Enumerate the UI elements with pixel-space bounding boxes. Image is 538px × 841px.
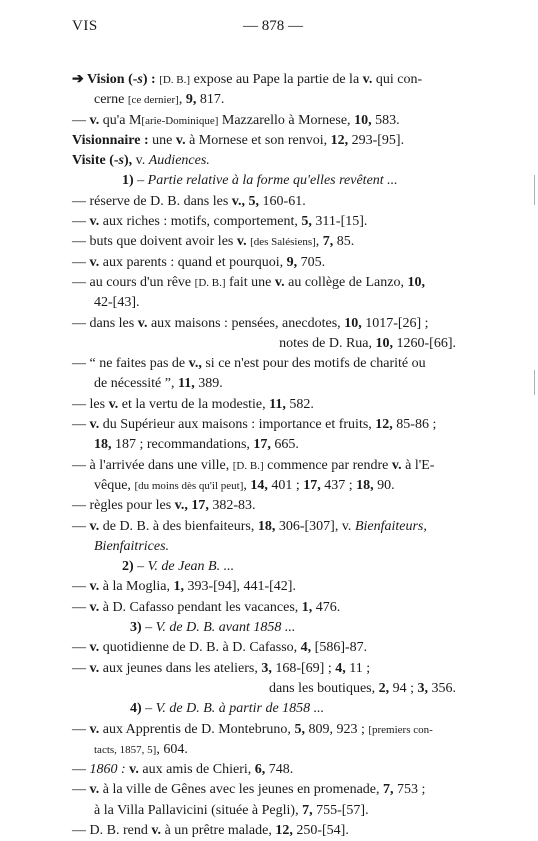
line-text: [du moins dès qu'il peut] — [134, 479, 244, 492]
line-text: 250-[54]. — [292, 822, 349, 838]
line-text: v. — [89, 782, 100, 798]
page-header — [72, 18, 474, 38]
index-line — [72, 679, 474, 699]
line-text: 14, — [250, 477, 268, 493]
line-text: — au cours d'un rêve — [72, 274, 195, 290]
line-text: [586]-87. — [311, 640, 368, 656]
index-line — [72, 618, 474, 638]
line-text: — règles pour les — [72, 498, 175, 514]
line-text: 583. — [371, 112, 400, 128]
line-text: ) : — [142, 72, 160, 87]
line-text: Mazzarello à Mornese, — [218, 112, 355, 128]
line-text: v., — [231, 193, 246, 209]
line-text: quotidienne de D. B. à D. Cafasso, — [99, 640, 301, 656]
line-text: v. — [89, 112, 100, 128]
line-text: ), — [123, 153, 133, 169]
line-text: 11, — [177, 376, 195, 392]
line-text: Audiences. — [148, 153, 210, 169]
line-text: , — [243, 477, 251, 493]
index-line — [72, 293, 474, 313]
line-text: 3, — [261, 660, 272, 676]
line-text: 94 ; — [389, 680, 418, 696]
line-text: 665. — [270, 437, 299, 453]
line-text: — à l'arrivée dans une ville, — [72, 457, 233, 473]
line-text: 12, — [375, 417, 393, 433]
line-text: s — [118, 153, 124, 169]
line-text: v. — [89, 417, 100, 433]
line-text: — — [72, 762, 90, 778]
line-text: — — [72, 518, 90, 534]
line-text: Vision — [86, 72, 125, 87]
line-text: 755-[57]. — [312, 802, 369, 818]
index-line — [72, 334, 474, 354]
line-text: 401 ; — [267, 477, 304, 493]
line-text: de nécessité ”, — [94, 376, 178, 392]
line-text: notes de D. Rua, — [279, 335, 376, 351]
line-text: — — [72, 417, 90, 433]
line-text: 11 ; — [345, 660, 371, 676]
line-text: Partie relative à la forme qu'elles revêtent ... — [147, 173, 398, 189]
line-text: 437 ; — [320, 477, 357, 493]
index-line — [72, 90, 474, 110]
line-text: au collège de Lanzo, — [284, 274, 408, 290]
line-text: v. — [132, 153, 149, 169]
line-text: [arie-Dominique] — [141, 114, 219, 127]
line-text: aux riches : motifs, comportement, — [99, 214, 302, 230]
line-text: — — [72, 782, 90, 798]
line-text: – — [141, 620, 156, 636]
line-text: 187 ; recommandations, — [111, 437, 254, 453]
line-text: 1, — [301, 599, 313, 615]
index-line — [72, 151, 474, 171]
line-text: 9, — [185, 92, 197, 108]
line-text: v. — [89, 721, 100, 737]
index-line — [72, 415, 474, 435]
line-text: V. de Jean B. ... — [147, 559, 235, 575]
index-line — [72, 111, 474, 131]
line-text: v. — [151, 822, 162, 838]
index-line — [72, 577, 474, 597]
line-text: 85. — [333, 234, 355, 250]
line-text: 393-[94], 441-[42]. — [184, 579, 296, 595]
line-text: dans les boutiques, — [268, 680, 379, 696]
line-text: v. — [89, 579, 100, 595]
index-line — [72, 496, 474, 516]
line-text: 11, — [269, 396, 286, 412]
line-text: 809, 923 ; — [304, 721, 369, 737]
line-text: (- — [124, 72, 138, 87]
line-text: 17, — [303, 477, 321, 493]
line-text: 168-[69] ; — [271, 660, 336, 676]
line-text: fait une — [225, 274, 275, 290]
line-text: — — [72, 721, 90, 737]
index-line — [72, 456, 474, 476]
line-text: [D. B.] — [232, 459, 264, 472]
line-text: 4) — [130, 701, 142, 717]
line-text: 90. — [373, 477, 395, 493]
index-line — [72, 760, 474, 780]
line-text: qu'a M — [99, 112, 142, 128]
line-text: Visite — [72, 153, 106, 169]
line-text: 293-[95]. — [348, 132, 405, 148]
line-text: une — [148, 132, 176, 148]
line-text: 4, — [335, 660, 346, 676]
line-text: 18, — [257, 518, 276, 534]
line-text: — — [72, 599, 90, 615]
line-text: — réserve de D. B. dans les — [72, 193, 232, 209]
line-text: (- — [105, 153, 119, 169]
line-text: 705. — [297, 254, 326, 270]
line-text: v. — [89, 660, 100, 676]
line-text: – — [133, 559, 148, 575]
line-text: vêque, — [94, 477, 135, 493]
line-text: v., — [174, 498, 188, 514]
line-text: — — [72, 640, 90, 656]
line-text: aux Apprentis de D. Montebruno, — [99, 721, 295, 737]
index-line — [72, 821, 474, 841]
line-text: 4, — [300, 640, 312, 656]
line-text: – — [141, 701, 156, 717]
index-line — [72, 395, 474, 415]
line-text: v. — [175, 132, 186, 148]
line-text: 42-[43]. — [94, 295, 140, 311]
line-text: 817. — [196, 92, 225, 108]
line-text: [D. B.] — [159, 74, 191, 86]
line-text: v. — [89, 518, 100, 534]
line-text: , 604. — [156, 741, 188, 757]
index-line — [72, 476, 474, 496]
line-text: — — [72, 579, 90, 595]
line-text: 10, — [375, 335, 393, 351]
line-text: [des Salésiens] — [250, 236, 316, 249]
line-text: V. de D. B. avant 1858 ... — [155, 620, 296, 636]
line-text: v. — [89, 254, 100, 270]
line-text: aux maisons : pensées, anecdotes, — [147, 315, 345, 331]
line-text: cerne — [94, 92, 128, 108]
index-line — [72, 354, 474, 374]
line-text: 1, — [173, 579, 184, 595]
line-text: Visionnaire : — [72, 132, 149, 148]
index-line — [72, 557, 474, 577]
line-text: 18, — [94, 437, 112, 453]
line-text: v., — [188, 356, 202, 372]
line-text: — — [72, 214, 90, 230]
index-line — [72, 192, 474, 212]
line-text: 2, — [378, 680, 390, 696]
line-text: 17, — [191, 498, 209, 514]
line-text: si ce n'est pour des motifs de charité ou — [201, 356, 426, 372]
line-text: v. — [391, 457, 402, 473]
index-line — [72, 171, 474, 191]
index-line — [72, 659, 474, 679]
line-text: 17, — [253, 437, 271, 453]
index-line — [72, 314, 474, 334]
line-text: [ce dernier] — [127, 94, 179, 107]
margin-mark — [534, 175, 535, 205]
line-text: 382-83. — [208, 498, 256, 514]
line-text: 1260-[66]. — [393, 335, 456, 351]
index-line — [72, 435, 474, 455]
line-text: – — [133, 173, 148, 189]
line-text: commence par rendre — [263, 457, 392, 473]
line-text: Bienfaiteurs, — [354, 518, 427, 534]
line-text: tacts, 1857, 5] — [94, 743, 157, 756]
line-text: 10, — [407, 274, 425, 290]
index-line — [72, 253, 474, 273]
line-text: 6, — [254, 762, 266, 778]
line-text: 3) — [130, 620, 142, 636]
line-text: 5, — [248, 193, 260, 209]
line-text: 7, — [302, 802, 313, 818]
line-text: aux parents : quand et pourquoi, — [99, 254, 287, 270]
line-text: V. de D. B. à partir de 1858 ... — [155, 701, 325, 717]
line-text: 5, — [301, 214, 312, 230]
line-text: Bienfaitrices. — [94, 538, 170, 554]
line-text: 7, — [383, 782, 394, 798]
line-text: 10, — [344, 315, 362, 331]
line-text: v. — [89, 214, 100, 230]
index-line — [72, 720, 474, 740]
line-text: du Supérieur aux maisons : importance et fruits, — [99, 417, 376, 433]
line-text: à un prêtre malade, — [161, 822, 276, 838]
index-line — [72, 517, 474, 537]
index-line — [72, 638, 474, 658]
line-text: — D. B. rend — [72, 822, 152, 838]
margin-mark — [534, 370, 535, 395]
index-line — [72, 273, 474, 293]
line-text: — buts que doivent avoir les — [72, 234, 237, 250]
line-text: qui con- — [372, 72, 423, 87]
index-line — [72, 537, 474, 557]
line-text: [premiers con- — [368, 723, 433, 736]
index-line — [72, 699, 474, 719]
line-text: — les — [72, 396, 109, 412]
line-text: à la Villa Pallavicini (située à Pegli), — [94, 802, 303, 818]
line-text: 306-[307], v. — [275, 518, 355, 534]
line-text: 311-[15]. — [311, 214, 368, 230]
line-text: v. — [274, 274, 285, 290]
running-head: VIS — [72, 18, 98, 34]
line-text: 748. — [265, 762, 294, 778]
index-entries — [72, 70, 474, 841]
line-text: 356. — [428, 680, 456, 696]
line-text: à Mornese et son renvoi, — [185, 132, 331, 148]
line-text: 12, — [275, 822, 293, 838]
line-text: de D. B. à des bienfaiteurs, — [99, 518, 258, 534]
line-text: 1) — [122, 173, 134, 189]
line-text: 389. — [194, 376, 223, 392]
line-text: v. — [89, 640, 100, 656]
line-text: v. — [362, 72, 373, 87]
index-line — [72, 212, 474, 232]
line-text: 160-61. — [259, 193, 306, 209]
line-text: — “ ne faites pas de — [72, 356, 189, 372]
line-text: 7, — [322, 234, 334, 250]
line-text: — — [72, 660, 90, 676]
line-text: 2) — [122, 559, 134, 575]
line-text: — — [72, 112, 90, 128]
line-text: v. — [129, 762, 139, 778]
line-text: 12, — [330, 132, 349, 148]
line-text: v. — [108, 396, 119, 412]
line-text: — dans les — [72, 315, 138, 331]
line-text: — — [72, 254, 90, 270]
line-text: 753 ; — [393, 782, 426, 798]
line-text: à la ville de Gênes avec les jeunes en promenade, — [99, 782, 384, 798]
line-text: [D. B.] — [194, 276, 226, 289]
line-text: 18, — [356, 477, 374, 493]
line-text: 582. — [285, 396, 314, 412]
index-line — [72, 740, 474, 760]
line-text: ➔ — [72, 72, 87, 87]
index-line — [72, 801, 474, 821]
line-text: 10, — [354, 112, 372, 128]
line-text: 5, — [294, 721, 305, 737]
line-text: v. — [89, 599, 100, 615]
line-text: à la Moglia, — [99, 579, 174, 595]
line-text: aux amis de Chieri, — [138, 762, 255, 778]
line-text: , — [315, 234, 323, 250]
line-text: s — [137, 72, 143, 87]
page-number: — 878 — — [243, 18, 303, 34]
line-text: 3, — [417, 680, 428, 696]
line-text: 1860 : — [89, 762, 126, 778]
line-text: aux jeunes dans les ateliers, — [99, 660, 262, 676]
line-text: 9, — [286, 254, 298, 270]
line-text: 476. — [312, 599, 341, 615]
line-text: à D. Cafasso pendant les vacances, — [99, 599, 302, 615]
index-line — [72, 374, 474, 394]
index-line — [72, 131, 474, 151]
line-text: et la vertu de la modestie, — [118, 396, 270, 412]
line-text: 85-86 ; — [392, 417, 437, 433]
line-text: expose au Pape la partie de la — [190, 72, 363, 87]
line-text: , — [178, 92, 186, 108]
line-text: v. — [137, 315, 148, 331]
line-text: v. — [236, 234, 247, 250]
line-text: à l'E- — [401, 457, 435, 473]
index-line — [72, 70, 474, 90]
index-line — [72, 232, 474, 252]
line-text: 1017-[26] ; — [361, 315, 429, 331]
index-line — [72, 598, 474, 618]
